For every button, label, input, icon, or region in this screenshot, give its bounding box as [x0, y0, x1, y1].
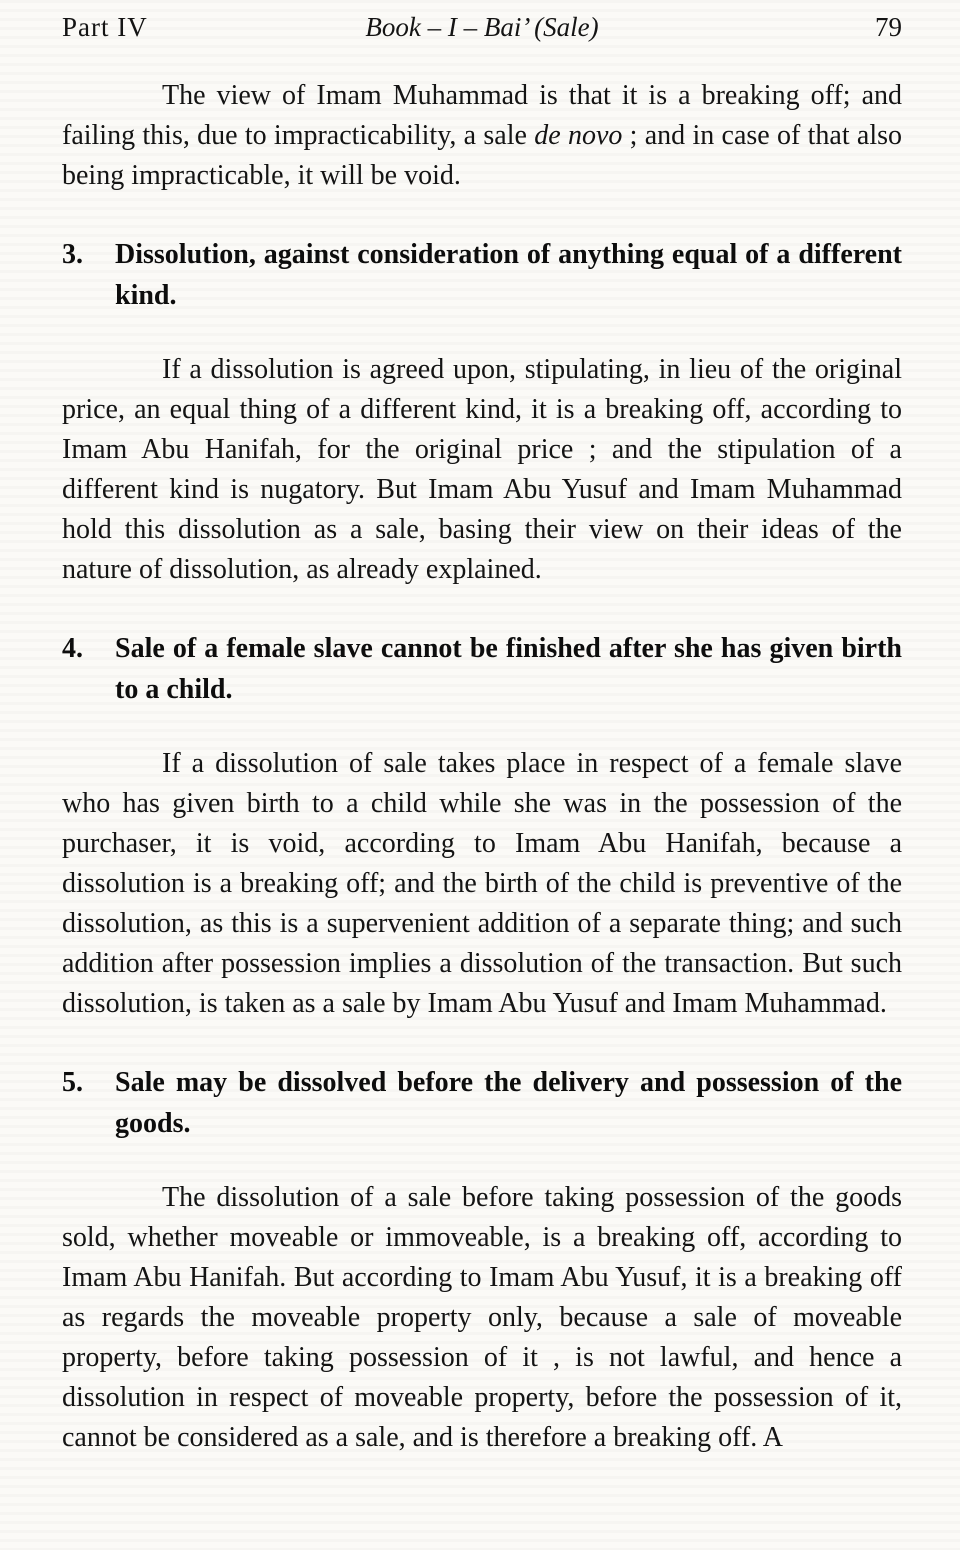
paragraph: If a dissolution of sale takes place in respect of a female slave who has given birth to a child while she was in the possession of the purchaser, it is void, according to Imam Abu Hanifah, because a dissolution is a breaking off; and the birth of the child is preventive of the dissolution, as this is a supervenient addition of a separate thing; and such addition after possession implies a dissolution of the transaction. But such dissolution, is taken as a sale by Imam Abu Yusuf and Imam Muhammad.	[62, 748, 902, 1019]
paragraph: If a dissolution is agreed upon, stipulating, in lieu of the original price, an equal thing of a different kind, it is a breaking off, according to Imam Abu Hanifah, for the original price ; and the stipulation of a different kind is nugatory. But Imam Abu Yusuf and Imam Muhammad hold this dissolution as a sale, basing their view on their ideas of the nature of dissolution, as already explained.	[62, 354, 902, 585]
section-heading	[62, 1062, 902, 1144]
section-heading-text: Sale may be dissolved before the delivery and possession of the goods.	[115, 1067, 902, 1139]
paragraph: The dissolution of a sale before taking possession of the goods sold, whether moveable or immoveable, is a breaking off, according to Imam Abu Hanifah. But according to Imam Abu Yusuf, it is a breaking off as regards the moveable property only, because a sale of moveable property, before taking possession of it , is not lawful, and hence a dissolution in respect of moveable property, before the possession of it, cannot be considered as a sale, and is therefore a breaking off. A	[62, 1182, 902, 1453]
page-header	[62, 12, 902, 42]
section-heading	[62, 628, 902, 710]
book-title: Book – I – Bai’ (Sale)	[365, 12, 599, 42]
section-number: 4.	[62, 633, 83, 664]
section-heading	[62, 234, 902, 316]
part-label: Part IV	[62, 12, 148, 42]
section-heading-text: Dissolution, against consideration of anything equal of a different kind.	[115, 239, 902, 311]
section-number: 3.	[62, 239, 83, 270]
page-body	[62, 76, 902, 1458]
section-number: 5.	[62, 1067, 83, 1098]
section-heading-text: Sale of a female slave cannot be finished after she has given birth to a child.	[115, 633, 902, 705]
paragraph: The view of Imam Muhammad is that it is a breaking off; and failing this, due to impracticability, a sale de novo ; and in case of that also being impracticable, it will be void.	[62, 80, 902, 191]
page-number: 79	[875, 12, 902, 42]
